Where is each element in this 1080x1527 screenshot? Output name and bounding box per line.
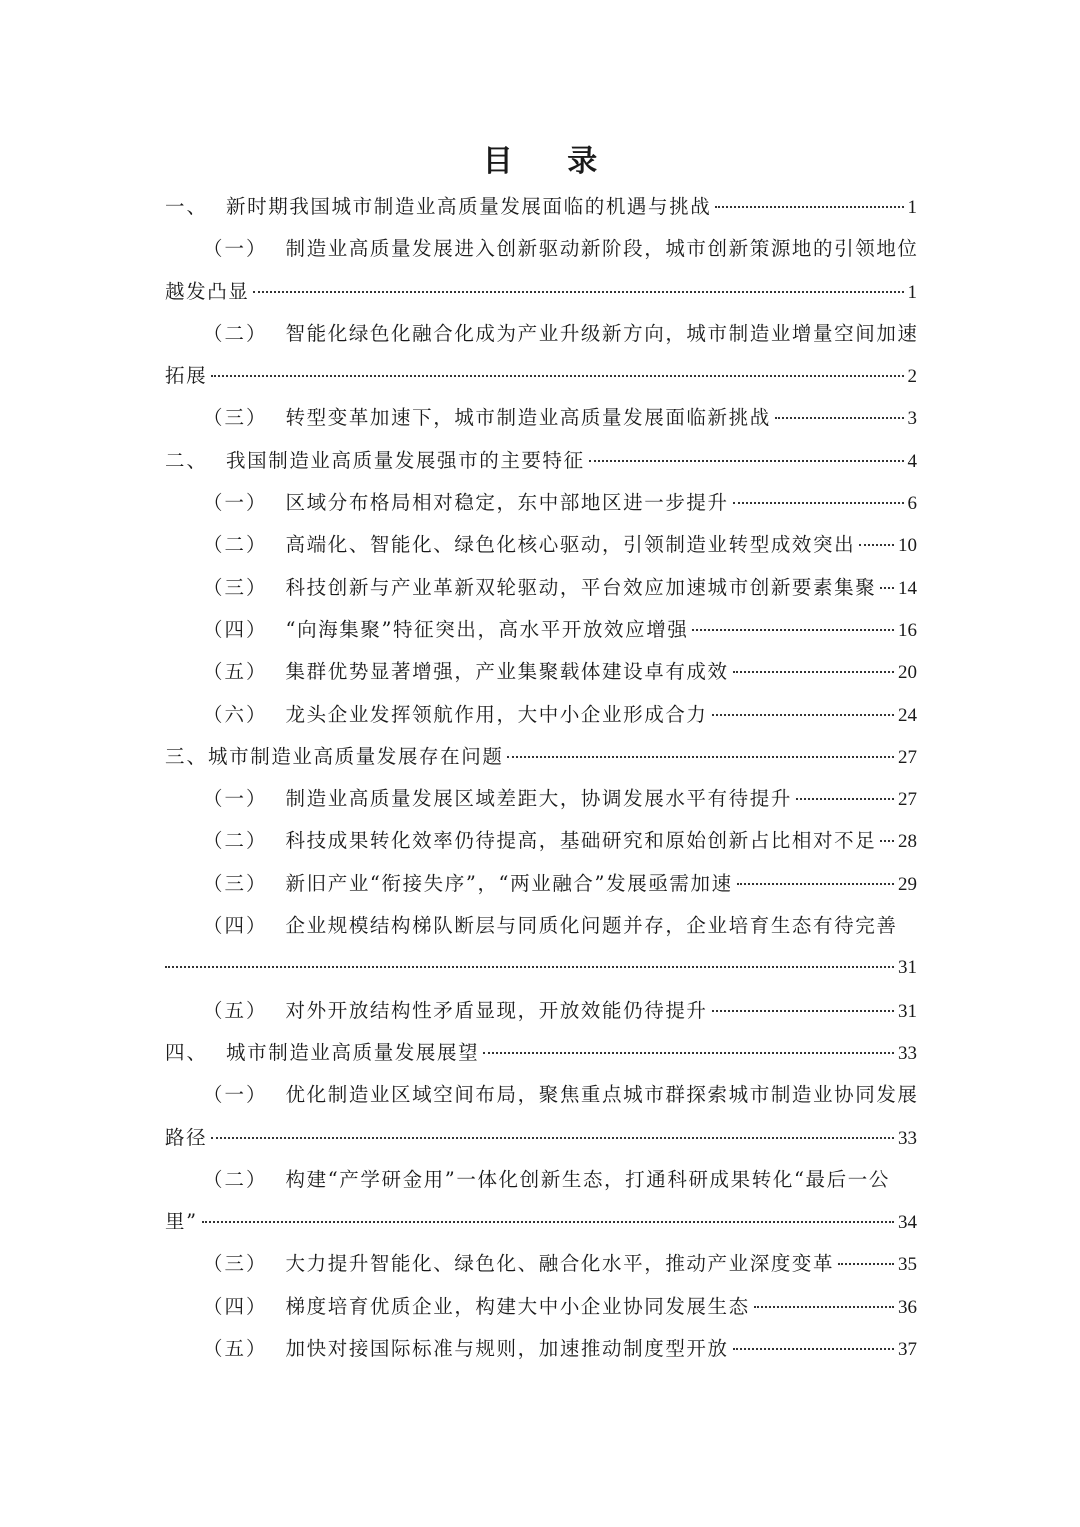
toc-page-number: 3 bbox=[907, 408, 917, 430]
toc-number: （三） bbox=[203, 871, 268, 895]
toc-text: 智能化绿色化融合化成为产业升级新方向，城市制造业增量空间加速 bbox=[285, 321, 919, 345]
toc-page-number: 1 bbox=[907, 281, 917, 303]
toc-text-continued: 拓展 bbox=[165, 364, 208, 388]
toc-item-1-1[interactable] bbox=[165, 228, 917, 313]
toc-text: 城市制造业高质量发展展望 bbox=[226, 1040, 480, 1064]
toc-text: 龙头企业发挥领航作用，大中小企业形成合力 bbox=[285, 702, 708, 726]
dot-leader bbox=[712, 714, 894, 716]
toc-section-1[interactable] bbox=[165, 186, 917, 228]
toc-text: 大力提升智能化、绿色化、融合化水平，推动产业深度变革 bbox=[285, 1252, 835, 1276]
toc-item-3-4[interactable] bbox=[165, 905, 917, 990]
toc-text: 科技成果转化效率仍待提高，基础研究和原始创新占比相对不足 bbox=[285, 829, 877, 853]
toc-item-2-1[interactable] bbox=[165, 482, 917, 524]
toc-text: 新旧产业“衔接失序”，“两业融合”发展亟需加速 bbox=[285, 871, 733, 895]
toc-page-number: 6 bbox=[907, 493, 917, 515]
toc-page-number: 20 bbox=[898, 662, 917, 684]
dot-leader bbox=[880, 840, 894, 842]
toc-number: （三） bbox=[203, 1252, 268, 1276]
toc-page-number: 33 bbox=[898, 1042, 917, 1064]
toc-number: （四） bbox=[203, 617, 268, 641]
toc-text: 新时期我国城市制造业高质量发展面临的机遇与挑战 bbox=[226, 195, 712, 218]
toc-text: 转型变革加速下，城市制造业高质量发展面临新挑战 bbox=[285, 406, 771, 430]
toc-number: （三） bbox=[203, 406, 268, 430]
toc-page-number: 35 bbox=[898, 1254, 917, 1276]
toc-item-4-4[interactable] bbox=[165, 1286, 917, 1328]
dot-leader bbox=[733, 671, 894, 673]
toc-text: “向海集聚”特征突出，高水平开放效应增强 bbox=[285, 617, 689, 641]
toc-text: 加快对接国际标准与规则，加速推动制度型开放 bbox=[285, 1337, 729, 1361]
toc-text: 高端化、智能化、绿色化核心驱动，引领制造业转型成效突出 bbox=[285, 533, 856, 557]
toc-number: （二） bbox=[203, 533, 268, 557]
toc-text: 构建“产学研金用”一体化创新生态，打通科研成果转化“最后一公 bbox=[285, 1167, 890, 1191]
toc-text: 区域分布格局相对稳定，东中部地区进一步提升 bbox=[285, 491, 729, 515]
toc-text: 我国制造业高质量发展强市的主要特征 bbox=[226, 448, 585, 472]
toc-page-number: 4 bbox=[907, 450, 917, 472]
toc-number: （二） bbox=[203, 321, 268, 345]
toc-item-2-6[interactable] bbox=[165, 694, 917, 736]
toc-text-continued: 越发凸显 bbox=[165, 279, 250, 303]
toc-text: 科技创新与产业革新双轮驱动，平台效应加速城市创新要素集聚 bbox=[285, 575, 877, 599]
toc-text: 集群优势显著增强，产业集聚载体建设卓有成效 bbox=[285, 660, 729, 684]
toc-number: （一） bbox=[203, 237, 268, 261]
toc-item-2-4[interactable] bbox=[165, 609, 917, 651]
toc-item-4-3[interactable] bbox=[165, 1243, 917, 1285]
dot-leader bbox=[733, 1348, 894, 1350]
dot-leader bbox=[165, 966, 894, 968]
dot-leader bbox=[796, 798, 894, 800]
toc-item-4-1[interactable] bbox=[165, 1074, 917, 1159]
toc-page-number: 27 bbox=[898, 789, 917, 811]
toc-item-3-1[interactable] bbox=[165, 778, 917, 820]
toc-number: （五） bbox=[203, 998, 268, 1022]
toc-page-number: 31 bbox=[898, 957, 917, 979]
toc-page-number: 28 bbox=[898, 831, 917, 853]
toc-number: （二） bbox=[203, 1167, 268, 1191]
toc-section-4[interactable] bbox=[165, 1032, 917, 1074]
toc-page-number: 37 bbox=[898, 1339, 917, 1361]
toc-item-2-2[interactable] bbox=[165, 524, 917, 566]
toc-text: 梯度培育优质企业，构建大中小企业协同发展生态 bbox=[285, 1294, 750, 1318]
dot-leader bbox=[483, 1052, 894, 1054]
toc-page-number: 31 bbox=[898, 1000, 917, 1022]
dot-leader bbox=[692, 629, 894, 631]
toc-item-1-2[interactable] bbox=[165, 313, 917, 398]
toc-number: （五） bbox=[203, 660, 268, 684]
toc-number: 二、 bbox=[165, 448, 209, 472]
toc-text: 优化制造业区域空间布局，聚焦重点城市群探索城市制造业协同发展 bbox=[285, 1083, 919, 1107]
dot-leader bbox=[211, 1137, 894, 1139]
toc-number: （五） bbox=[203, 1337, 268, 1361]
dot-leader bbox=[712, 1010, 894, 1012]
toc-item-4-5[interactable] bbox=[165, 1328, 917, 1370]
toc-number: （一） bbox=[203, 1083, 268, 1107]
toc-number: （一） bbox=[203, 491, 268, 515]
dot-leader bbox=[859, 544, 894, 546]
dot-leader bbox=[775, 417, 904, 419]
toc-number: （二） bbox=[203, 829, 268, 853]
toc-page-number: 1 bbox=[907, 197, 917, 218]
dot-leader bbox=[737, 883, 894, 885]
toc-text: 企业规模结构梯队断层与同质化问题并存，企业培育生态有待完善 bbox=[285, 914, 898, 938]
dot-leader bbox=[253, 291, 903, 293]
toc-page-number: 16 bbox=[898, 619, 917, 641]
toc-item-3-3[interactable] bbox=[165, 863, 917, 905]
dot-leader bbox=[211, 375, 903, 377]
toc-item-3-2[interactable] bbox=[165, 820, 917, 862]
toc-section-2[interactable] bbox=[165, 440, 917, 482]
toc-item-1-3[interactable] bbox=[165, 397, 917, 439]
toc-number: （三） bbox=[203, 575, 268, 599]
dot-leader bbox=[589, 460, 904, 462]
toc-page-number: 2 bbox=[907, 366, 917, 388]
toc-page-number: 24 bbox=[898, 704, 917, 726]
toc-number: （六） bbox=[203, 702, 268, 726]
toc-section-3[interactable] bbox=[165, 736, 917, 778]
toc-item-2-5[interactable] bbox=[165, 651, 917, 693]
toc-item-3-5[interactable] bbox=[165, 990, 917, 1032]
toc-text-continued: 里” bbox=[165, 1210, 198, 1234]
toc-number: 三、 bbox=[165, 744, 209, 768]
dot-leader bbox=[880, 587, 894, 589]
toc-page-number: 36 bbox=[898, 1296, 917, 1318]
toc-item-2-3[interactable] bbox=[165, 567, 917, 609]
toc-page-number: 14 bbox=[898, 577, 917, 599]
toc-text: 城市制造业高质量发展存在问题 bbox=[208, 744, 504, 768]
toc-text: 制造业高质量发展区域差距大，协调发展水平有待提升 bbox=[285, 787, 792, 811]
toc-number: （一） bbox=[203, 787, 268, 811]
toc-item-4-2[interactable] bbox=[165, 1159, 917, 1244]
toc-number: 一、 bbox=[165, 195, 209, 218]
toc-number: （四） bbox=[203, 1294, 268, 1318]
toc-text: 对外开放结构性矛盾显现，开放效能仍待提升 bbox=[285, 998, 708, 1022]
toc-page-number: 29 bbox=[898, 873, 917, 895]
toc-text: 制造业高质量发展进入创新驱动新阶段，城市创新策源地的引领地位 bbox=[285, 237, 919, 261]
toc-number: 四、 bbox=[165, 1040, 209, 1064]
toc-text-continued: 路径 bbox=[165, 1125, 208, 1149]
dot-leader bbox=[715, 206, 903, 208]
dot-leader bbox=[507, 756, 894, 758]
dot-leader bbox=[838, 1263, 894, 1265]
dot-leader bbox=[733, 502, 904, 504]
toc-page-number: 33 bbox=[898, 1127, 917, 1149]
table-of-contents bbox=[165, 186, 917, 1370]
toc-page-number: 27 bbox=[898, 746, 917, 768]
page-title: 目 录 bbox=[482, 144, 620, 179]
dot-leader bbox=[202, 1221, 894, 1223]
dot-leader bbox=[754, 1306, 894, 1308]
toc-page-number: 34 bbox=[898, 1212, 917, 1234]
toc-number: （四） bbox=[203, 914, 268, 938]
toc-page-number: 10 bbox=[898, 535, 917, 557]
